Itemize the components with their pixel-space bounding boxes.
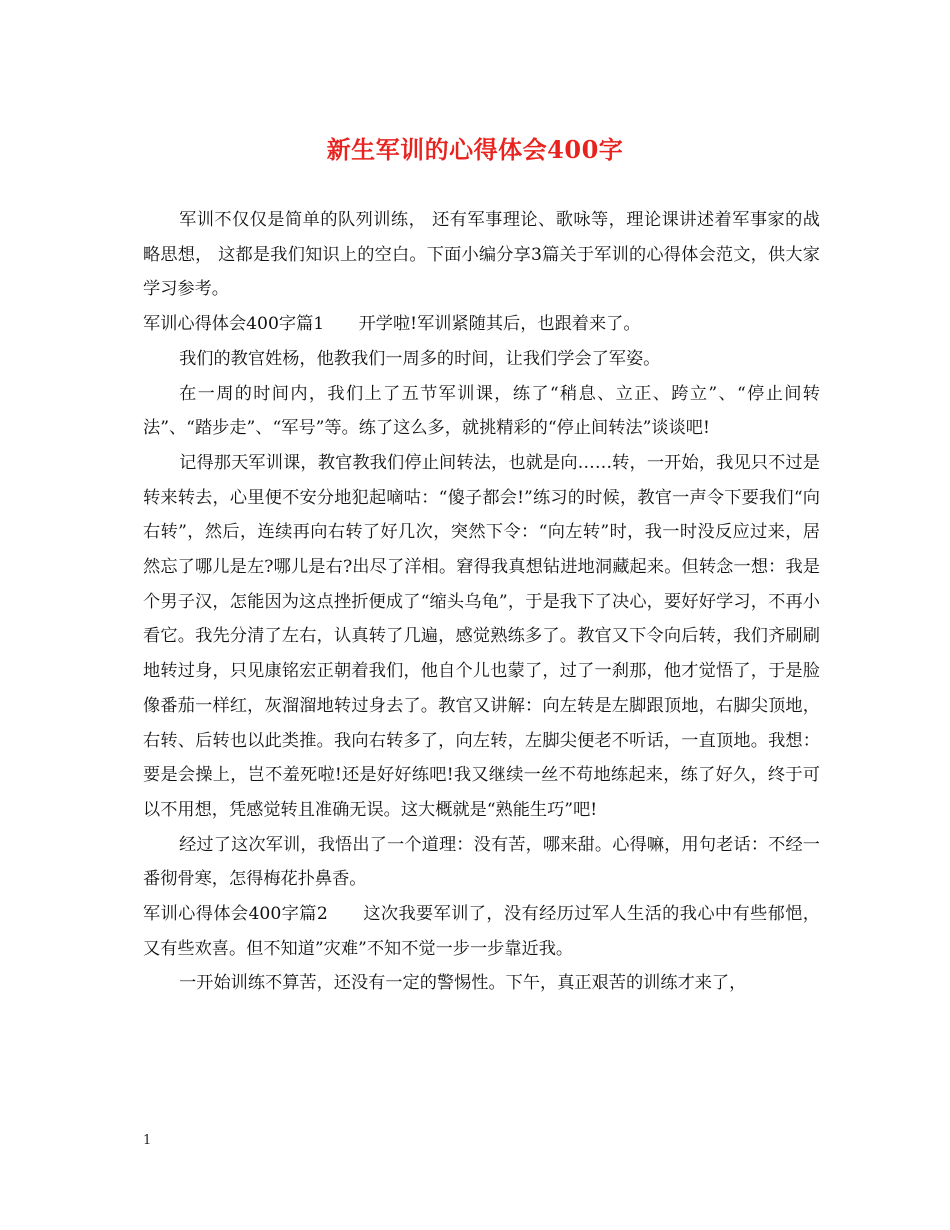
page-number: 1 bbox=[143, 1133, 152, 1148]
paragraph: 记得那天军训课，教官教我们停止间转法，也就是向……转，一开始，我见只不过是转来转去，心里便不安分地犯起嘀咕：“傻子都会!”练习的时候，教官一声令下要我们“向右转”，然后，连续再向右转了好几次，突然下令：“向左转”时，我一时没反应过来，居然忘了哪儿是左?哪儿是右?出尽了洋相。窘得我真想钻进地洞藏起来。但转念一想：我是个男子汉，怎能因为这点挫折便成了“缩头乌龟”，于是我下了决心，要好好学习，不再小看它。我先分清了左右，认真转了几遍，感觉熟练多了。教官又下令向后转，我们齐刷刷地转过身，只见康铭宏正朝着我们，他自个儿也蒙了，过了一刹那，他才觉悟了，于是脸像番茄一样红，灰溜溜地转过身去了。教官又讲解：向左转是左脚跟顶地，右脚尖顶地，右转、后转也以此类推。我向右转多了，向左转，左脚尖便老不听话，一直顶地。我想：要是会操上，岂不羞死啦!还是好好练吧!我又继续一丝不苟地练起来，练了好久，终于可以不用想，凭感觉转且准确无误。这大概就是“熟能生巧”吧! bbox=[143, 452, 820, 820]
document-title: 新生军训的心得体会400字 bbox=[326, 135, 624, 164]
paragraph-section-2-heading: 军训心得体会400字篇2 这次我要军训了，没有经历过军人生活的我心中有些郁悒，又有些欢喜。但不知道”灾难”不知不觉一步一步靠近我。 bbox=[143, 904, 820, 959]
paragraph-intro: 军训不仅仅是简单的队列训练， 还有军事理论、歌咏等，理论课讲述着军事家的战略思想， 这都是我们知识上的空白。下面小编分享3篇关于军训的心得体会范文，供大家学习参考。 bbox=[143, 210, 820, 300]
paragraph: 一开始训练不算苦，还没有一定的警惕性。下午，真正艰苦的训练才来了， bbox=[179, 973, 747, 994]
document-body bbox=[143, 203, 820, 1001]
paragraph: 在一周的时间内，我们上了五节军训课，练了“稍息、立正、跨立”、“停止间转法”、“踏步走”、“军号”等。练了这么多，就挑精彩的“停止间转法”谈谈吧! bbox=[143, 383, 820, 439]
paragraph: 经过了这次军训，我悟出了一个道理：没有苦，哪来甜。心得嘛，用句老话：不经一番彻骨寒，怎得梅花扑鼻香。 bbox=[143, 834, 820, 890]
paragraph-section-1-heading: 军训心得体会400字篇1 开学啦!军训紧随其后，也跟着来了。 bbox=[143, 314, 641, 335]
paragraph: 我们的教官姓杨，他教我们一周多的时间，让我们学会了军姿。 bbox=[179, 348, 661, 369]
